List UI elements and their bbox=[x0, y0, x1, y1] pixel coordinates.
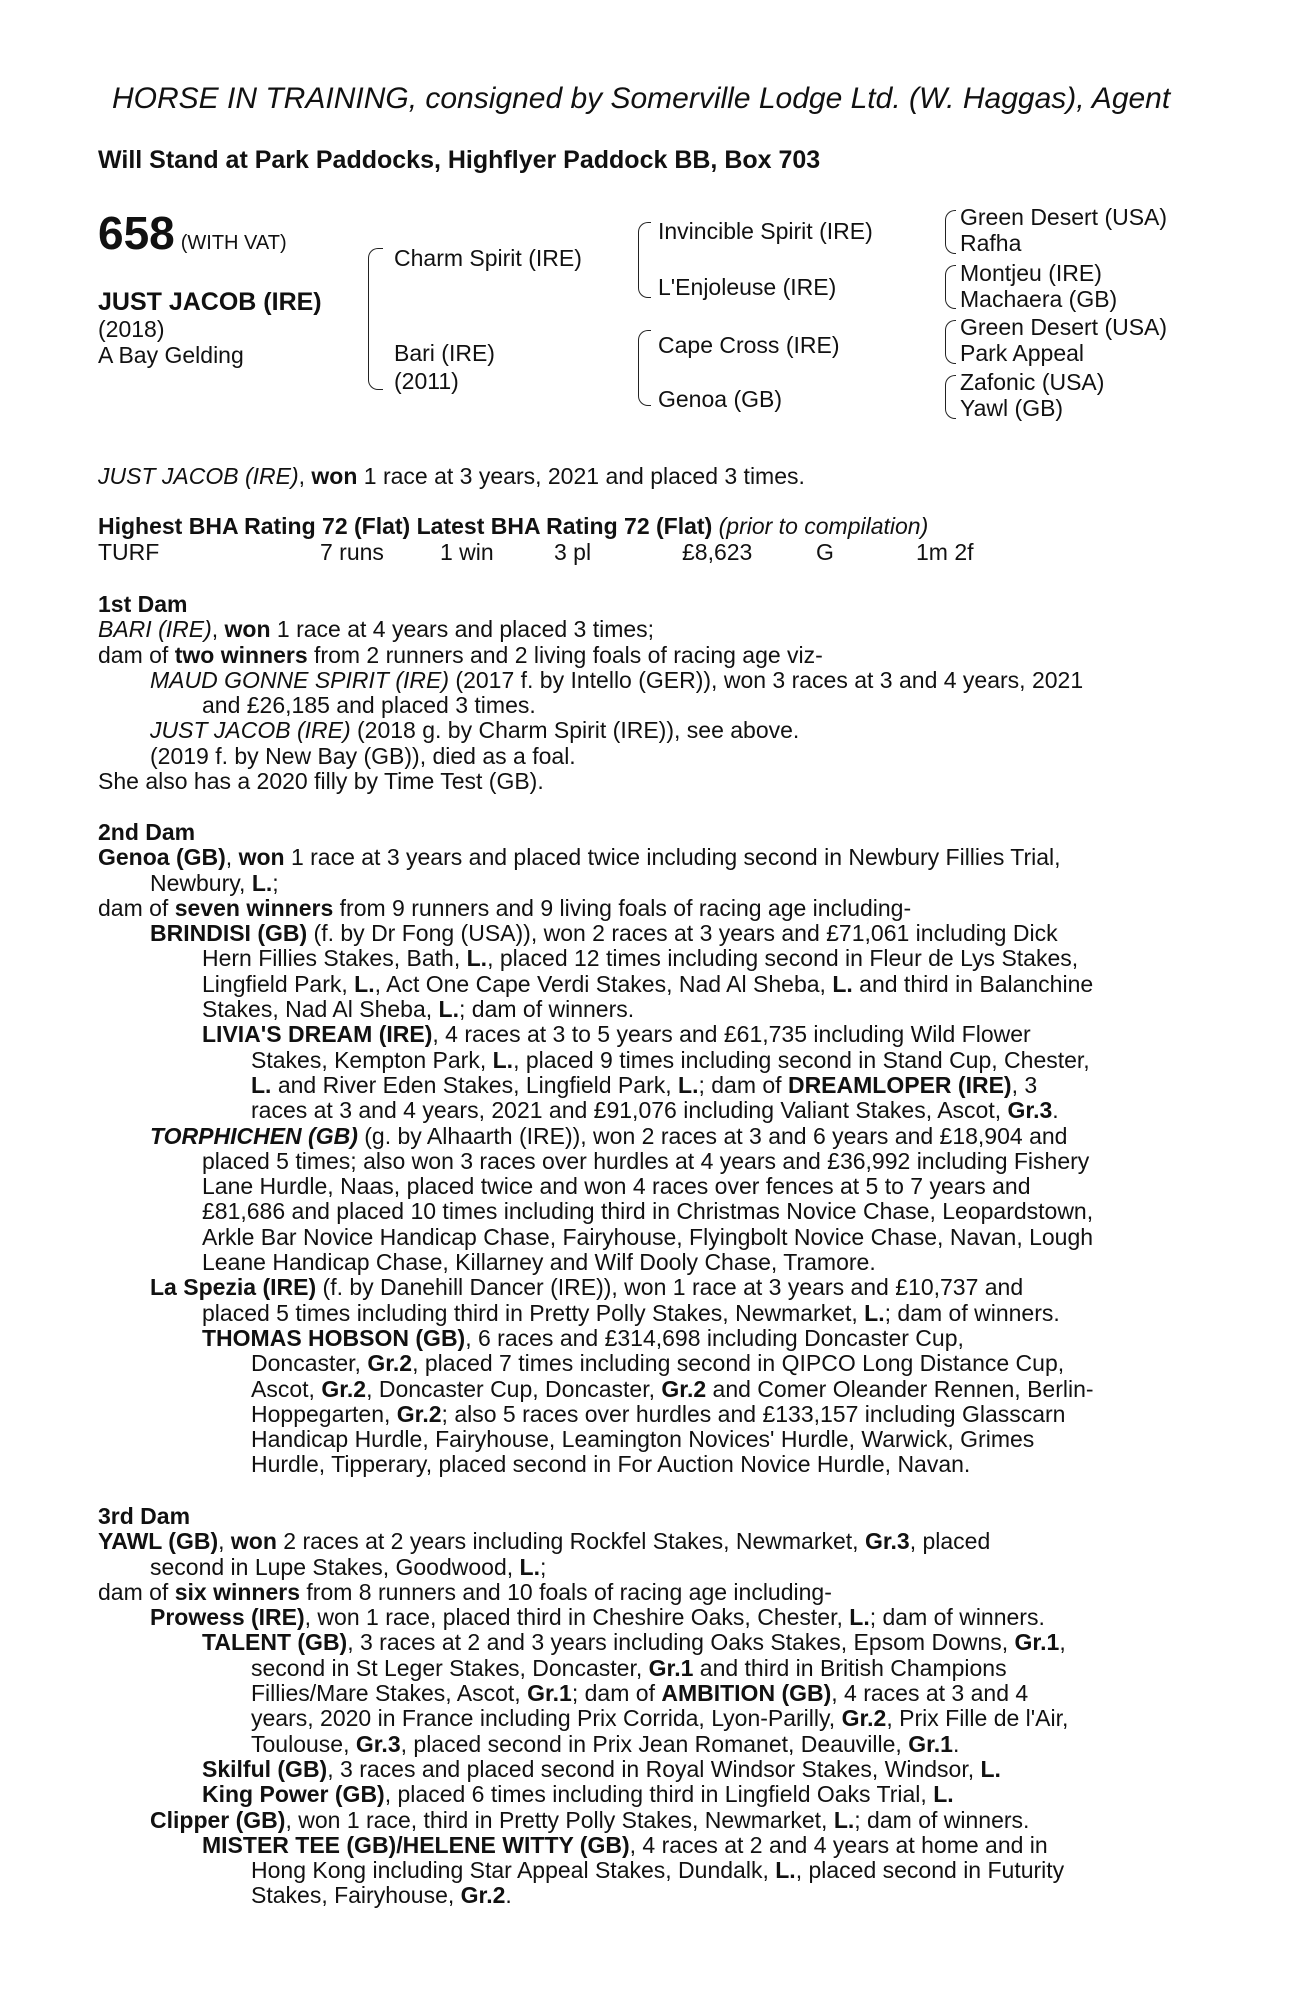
progeny-name: Clipper (GB) bbox=[150, 1806, 286, 1833]
progeny-name: Skilful (GB) bbox=[202, 1755, 328, 1782]
stand-location: Will Stand at Park Paddocks, Highflyer Paddock BB, Box 703 bbox=[98, 146, 821, 174]
text: , Doncaster Cup, Doncaster, bbox=[366, 1375, 662, 1402]
progeny-record: (f. by Dr Fong (USA)), won 2 races at 3 years and £71,061 including Dick bbox=[307, 920, 1058, 947]
turf-record bbox=[98, 540, 1208, 566]
text: , placed 9 times including second in Stand Cup, Chester, bbox=[513, 1046, 1090, 1073]
horse-year: (2018) bbox=[98, 316, 165, 342]
progeny-record: and £26,185 and placed 3 times. bbox=[202, 692, 536, 719]
text: ; dam of winners. bbox=[459, 996, 635, 1023]
text: , bbox=[1059, 1629, 1066, 1656]
grade: Gr.2 bbox=[396, 1400, 442, 1427]
text: Hern Fillies Stakes, Bath, bbox=[202, 945, 467, 972]
won-label: won bbox=[224, 616, 271, 643]
grade: L. bbox=[466, 945, 488, 972]
text: , placed bbox=[909, 1528, 991, 1555]
horse-description: A Bay Gelding bbox=[98, 342, 244, 368]
text: ; dam of bbox=[698, 1071, 788, 1098]
text: Arkle Bar Novice Handicap Chase, Fairyhouse, Flyingbolt Novice Chase, Navan, Lough bbox=[202, 1223, 1094, 1250]
text: Lane Hurdle, Naas, placed twice and won 4 races over fences at 5 to 7 years and bbox=[202, 1173, 1031, 1200]
text: . bbox=[505, 1882, 512, 1909]
grade: Gr.3 bbox=[864, 1528, 910, 1555]
turf-earnings: £8,623 bbox=[682, 539, 753, 565]
text: , placed 7 times including second in QIPCO Long Distance Cup, bbox=[412, 1350, 1065, 1377]
rating-note: (prior to compilation) bbox=[718, 513, 929, 539]
pedigree-sire-dam: L'Enjoleuse (IRE) bbox=[658, 274, 837, 300]
text: Stakes, Nad Al Sheba, bbox=[202, 996, 439, 1023]
lot-number: 658 bbox=[98, 207, 175, 259]
progeny-name: MISTER TEE (GB)/HELENE WITTY (GB) bbox=[202, 1831, 630, 1858]
text: and River Eden Stakes, Lingfield Park, bbox=[271, 1071, 679, 1098]
pedigree-dam-year: (2011) bbox=[394, 368, 459, 394]
text: Doncaster, bbox=[251, 1350, 368, 1377]
pedigree-brace bbox=[638, 330, 651, 406]
text: , won 1 race, third in Pretty Polly Stakes, Newmarket, bbox=[285, 1806, 834, 1833]
text: . bbox=[952, 1730, 960, 1757]
text: and third in British Champions bbox=[693, 1654, 1007, 1681]
grade: Gr.1 bbox=[908, 1730, 953, 1757]
turf-going: G bbox=[816, 539, 834, 565]
text: and third in Balanchine bbox=[852, 970, 1094, 997]
text: Toulouse, bbox=[251, 1730, 356, 1757]
text: ; bbox=[272, 869, 279, 896]
rating-text: Highest BHA Rating 72 (Flat) Latest BHA Rating 72 (Flat) bbox=[98, 513, 713, 539]
pedigree-sire-sire: Invincible Spirit (IRE) bbox=[658, 218, 873, 244]
text: , Prix Fille de l'Air, bbox=[886, 1705, 1069, 1732]
progeny-record: (2018 g. by Charm Spirit (IRE)), see above. bbox=[350, 717, 800, 744]
turf-runs: 7 runs bbox=[320, 539, 384, 565]
grade: L. bbox=[833, 1806, 855, 1833]
text: from 8 runners and 10 foals of racing age including- bbox=[300, 1578, 832, 1605]
pedigree-brace bbox=[945, 375, 956, 419]
race-summary: JUST JACOB (IRE), won 1 race at 3 years, 2021 and placed 3 times. bbox=[98, 463, 805, 489]
dam-record: 1 race at 4 years and placed 3 times; bbox=[270, 616, 655, 643]
text: , 6 races and £314,698 including Doncaster Cup, bbox=[465, 1324, 964, 1351]
text: , 4 races at 3 to 5 years and £61,735 including Wild Flower bbox=[432, 1021, 1031, 1048]
text: from 2 runners and 2 living foals of racing age viz- bbox=[307, 641, 823, 668]
text: £81,686 and placed 10 times including third in Christmas Novice Chase, Leopardstown, bbox=[202, 1198, 1094, 1225]
progeny-record: (2019 f. by New Bay (GB)), died as a foal. bbox=[150, 742, 576, 769]
text: , 4 races at 3 and 4 bbox=[831, 1680, 1029, 1707]
grade: L. bbox=[438, 996, 459, 1023]
text: , 3 races and placed second in Royal Windsor Stakes, Windsor, bbox=[327, 1755, 981, 1782]
also-note: She also has a 2020 filly by Time Test (GB). bbox=[98, 768, 544, 795]
text: dam of bbox=[98, 894, 175, 921]
text: dam of bbox=[98, 641, 175, 668]
progeny-name: TALENT (GB) bbox=[202, 1629, 348, 1656]
second-dam-section: 2nd Dam Genoa (GB), won 1 race at 3 years and placed twice including second in Newbury Fillies Trial, Newbury, L.; dam of seven winners from 9 runners and 9 living foals of racing age including- BRINDISI (GB) (f. by Dr Fong (USA)), won 2 races at 3 years and £71,061 including Dick Hern Fillies Stakes, Bath, L., placed 12 times including second in Fleur de Lys Stakes, Lingfield Park, L., Act One Cape Verdi Stakes, Nad Al Sheba, L. and third in Balanchine Stakes, Nad Al Sheba, L.; dam of winners. LIVIA'S DREAM (IRE), 4 races at 3 to 5 years and £61,735 including Wild Flower Stakes, Kempton Park, L., placed 9 times including second in Stand Cup, Chester, L. and River Eden Stakes, Lingfield Park, L.; dam of DREAMLOPER (IRE), 3 races at 3 and 4 years, 2021 and £91,076 including Valiant Stakes, Ascot, Gr.3. TORPHICHEN (GB) (g. by Alhaarth (IRE)), won 2 races at 3 and 6 years and £18,904 and placed 5 times; also won 3 races over hurdles at 4 years and £36,992 including Fishery Lane Hurdle, Naas, placed twice and won 4 races over fences at 5 to 7 years and £81,686 and placed 10 times including third in Christmas Novice Chase, Leopardstown, Arkle Bar Novice Handicap Chase, Fairyhouse, Flyingbolt Novice Chase, Navan, Lough Leane Handicap Chase, Killarney and Wilf Dooly Chase, Tramore. La Spezia (IRE) (f. by Danehill Dancer (IRE)), won 1 race at 3 years and £10,737 and placed 5 times including third in Pretty Polly Stakes, Newmarket, L.; dam of winners. THOMAS HOBSON (GB), 6 races and £314,698 including Doncaster Cup, Doncaster, Gr.2, placed 7 times including second in QIPCO Long Distance Cup, Ascot, Gr.2, Doncaster Cup, Doncaster, Gr.2 and Comer Oleander Rennen, Berlin- Hoppegarten, Gr.2; also 5 races over hurdles and £133,157 including Glasscarn Handicap Hurdle, Fairyhouse, Leamington Novices' Hurdle, Warwick, Grimes Hurdle, Tipperary, placed second in For Auction Novice Hurdle, Navan. bbox=[98, 820, 1208, 1478]
text: ; dam of winners. bbox=[869, 1604, 1045, 1631]
summary-horse: JUST JACOB (IRE) bbox=[98, 463, 299, 489]
pedigree-gen3: Yawl (GB) bbox=[960, 395, 1064, 421]
grade: L. bbox=[832, 970, 853, 997]
text: ; dam of winners. bbox=[884, 1299, 1060, 1326]
dam-name: YAWL (GB) bbox=[98, 1528, 219, 1555]
text: , placed 6 times including third in Lingfield Oaks Trial, bbox=[384, 1781, 934, 1808]
text: , placed second in Prix Jean Romanet, Deauville, bbox=[400, 1730, 909, 1757]
pedigree-gen3: Montjeu (IRE) bbox=[960, 260, 1102, 286]
text: ; bbox=[539, 1553, 547, 1580]
progeny-name: King Power (GB) bbox=[202, 1781, 385, 1808]
text: races at 3 and 4 years, 2021 and £91,076 including Valiant Stakes, Ascot, bbox=[251, 1097, 1008, 1124]
winners-count: two winners bbox=[174, 641, 308, 668]
won-label: won bbox=[238, 844, 285, 871]
grade: Gr.2 bbox=[841, 1705, 887, 1732]
grade: L. bbox=[849, 1604, 870, 1631]
grade: Gr.2 bbox=[321, 1375, 367, 1402]
turf-placed: 3 pl bbox=[554, 539, 592, 565]
text: placed 5 times including third in Pretty Polly Stakes, Newmarket, bbox=[202, 1299, 865, 1326]
pedigree-gen3: Green Desert (USA) bbox=[960, 204, 1168, 230]
text: , 3 bbox=[1011, 1071, 1038, 1098]
progeny-name: TORPHICHEN (GB) bbox=[150, 1122, 358, 1149]
summary-won: won bbox=[311, 463, 358, 489]
progeny-name: Prowess (IRE) bbox=[150, 1604, 305, 1631]
text: (f. by Danehill Dancer (IRE)), won 1 race at 3 years and £10,737 and bbox=[316, 1274, 1024, 1301]
text: and Comer Oleander Rennen, Berlin- bbox=[706, 1375, 1094, 1402]
dam-name: BARI (IRE) bbox=[98, 616, 212, 643]
grade: L. bbox=[775, 1857, 796, 1884]
grade: L. bbox=[251, 869, 273, 896]
grade: L. bbox=[980, 1755, 1001, 1782]
pedigree-dam-sire: Cape Cross (IRE) bbox=[658, 332, 840, 358]
pedigree-brace bbox=[945, 265, 956, 309]
text: dam of bbox=[98, 1578, 175, 1605]
progeny-name: DREAMLOPER (IRE) bbox=[787, 1071, 1012, 1098]
progeny-name: JUST JACOB (IRE) bbox=[150, 717, 351, 744]
consignor-header: HORSE IN TRAINING, consigned by Somerville Lodge Ltd. (W. Haggas), Agent bbox=[112, 82, 1171, 115]
winners-count: six winners bbox=[174, 1578, 300, 1605]
text: second in St Leger Stakes, Doncaster, bbox=[251, 1654, 649, 1681]
grade: Gr.2 bbox=[661, 1375, 707, 1402]
summary-record: 1 race at 3 years, 2021 and placed 3 times. bbox=[357, 463, 805, 489]
text: placed 5 times; also won 3 races over hurdles at 4 years and £36,992 including Fishery bbox=[202, 1147, 1090, 1174]
pedigree-dam: Bari (IRE) bbox=[394, 340, 495, 366]
pedigree-sire: Charm Spirit (IRE) bbox=[394, 245, 582, 271]
text: Leane Handicap Chase, Killarney and Wilf Dooly Chase, Tramore. bbox=[202, 1249, 876, 1276]
grade: Gr.1 bbox=[1014, 1629, 1060, 1656]
pedigree-dam-dam: Genoa (GB) bbox=[658, 386, 782, 412]
text: , 3 races at 2 and 3 years including Oaks Stakes, Epsom Downs, bbox=[347, 1629, 1015, 1656]
pedigree-brace bbox=[638, 222, 651, 298]
progeny-name: THOMAS HOBSON (GB) bbox=[202, 1324, 466, 1351]
grade: L. bbox=[492, 1046, 514, 1073]
text: Stakes, Kempton Park, bbox=[251, 1046, 493, 1073]
text: Handicap Hurdle, Fairyhouse, Leamington Novices' Hurdle, Warwick, Grimes bbox=[251, 1426, 1035, 1453]
grade: Gr.1 bbox=[527, 1680, 572, 1707]
won-label: won bbox=[230, 1528, 277, 1555]
winners-count: seven winners bbox=[174, 894, 334, 921]
text: from 9 runners and 9 living foals of racing age including- bbox=[333, 894, 912, 921]
progeny-name: MAUD GONNE SPIRIT (IRE) bbox=[150, 666, 450, 693]
grade: Gr.3 bbox=[1007, 1097, 1053, 1124]
pedigree-gen3: Green Desert (USA) bbox=[960, 314, 1168, 340]
text: , Act One Cape Verdi Stakes, Nad Al Sheba, bbox=[374, 970, 833, 997]
text: Ascot, bbox=[251, 1375, 322, 1402]
turf-label: TURF bbox=[98, 539, 160, 565]
text: Fillies/Mare Stakes, Ascot, bbox=[251, 1680, 528, 1707]
pedigree-gen3: Zafonic (USA) bbox=[960, 369, 1105, 395]
pedigree-brace bbox=[945, 210, 956, 254]
text: Stakes, Fairyhouse, bbox=[251, 1882, 461, 1909]
horse-name: JUST JACOB (IRE) bbox=[98, 288, 322, 316]
text: ; also 5 races over hurdles and £133,157 including Glasscarn bbox=[441, 1400, 1066, 1427]
grade: L. bbox=[864, 1299, 885, 1326]
section-heading: 3rd Dam bbox=[98, 1503, 191, 1529]
text: Hoppegarten, bbox=[251, 1400, 397, 1427]
text: , 4 races at 2 and 4 years at home and in bbox=[629, 1831, 1048, 1858]
grade: L. bbox=[933, 1781, 954, 1808]
text: 2 races at 2 years including Rockfel Stakes, Newmarket, bbox=[276, 1528, 865, 1555]
progeny-name: AMBITION (GB) bbox=[661, 1680, 832, 1707]
grade: Gr.1 bbox=[648, 1654, 694, 1681]
text: ; dam of bbox=[571, 1680, 662, 1707]
dam-record: 1 race at 3 years and placed twice including second in Newbury Fillies Trial, bbox=[284, 844, 1061, 871]
text: , won 1 race, placed third in Cheshire Oaks, Chester, bbox=[304, 1604, 850, 1631]
text: years, 2020 in France including Prix Corrida, Lyon-Parilly, bbox=[251, 1705, 842, 1732]
turf-wins: 1 win bbox=[440, 539, 494, 565]
text: , placed second in Futurity bbox=[795, 1857, 1065, 1884]
third-dam-section: 3rd Dam YAWL (GB), won 2 races at 2 years including Rockfel Stakes, Newmarket, Gr.3, placed second in Lupe Stakes, Goodwood, L.; dam of six winners from 8 runners and 10 foals of racing age including- Prowess (IRE), won 1 race, placed third in Cheshire Oaks, Chester, L.; dam of winners. TALENT (GB), 3 races at 2 and 3 years including Oaks Stakes, Epsom Downs, Gr.1, second in St Leger Stakes, Doncaster, Gr.1 and third in British Champions Fillies/Mare Stakes, Ascot, Gr.1; dam of AMBITION (GB), 4 races at 3 and 4 years, 2020 in France including Prix Corrida, Lyon-Parilly, Gr.2, Prix Fille de l'Air, Toulouse, Gr.3, placed second in Prix Jean Romanet, Deauville, Gr.1. Skilful (GB), 3 races and placed second in Royal Windsor Stakes, Windsor, L. King Power (GB), placed 6 times including third in Lingfield Oaks Trial, L. Clipper (GB), won 1 race, third in Pretty Polly Stakes, Newmarket, L.; dam of winners. MISTER TEE (GB)/HELENE WITTY (GB), 4 races at 2 and 4 years at home and in Hong Kong including Star Appeal Stakes, Dundalk, L., placed second in Futurity Stakes, Fairyhouse, Gr.2. bbox=[98, 1504, 1208, 1909]
turf-distance: 1m 2f bbox=[916, 539, 974, 565]
text: ; dam of winners. bbox=[854, 1806, 1030, 1833]
text: , placed 12 times including second in Fleur de Lys Stakes, bbox=[487, 945, 1079, 972]
text: Newbury, bbox=[150, 869, 252, 896]
grade: Gr.2 bbox=[460, 1882, 506, 1909]
bha-rating bbox=[98, 514, 1208, 539]
pedigree-brace bbox=[945, 320, 956, 364]
vat-note: (WITH VAT) bbox=[180, 232, 287, 254]
grade: L. bbox=[519, 1553, 540, 1580]
grade: L. bbox=[678, 1071, 699, 1098]
pedigree-gen3: Rafha bbox=[960, 230, 1022, 256]
text: Hurdle, Tipperary, placed second in For Auction Novice Hurdle, Navan. bbox=[251, 1451, 971, 1478]
dam-name: Genoa (GB) bbox=[98, 844, 226, 871]
progeny-record: (2017 f. by Intello (GER)), won 3 races at 3 and 4 years, 2021 bbox=[449, 666, 1084, 693]
grade: L. bbox=[251, 1071, 272, 1098]
progeny-name: LIVIA'S DREAM (IRE) bbox=[202, 1021, 433, 1048]
first-dam-section: 1st Dam BARI (IRE), won 1 race at 4 years and placed 3 times; dam of two winners from 2 runners and 2 living foals of racing age viz- MAUD GONNE SPIRIT (IRE) (2017 f. by Intello (GER)), won 3 races at 3 and 4 years, 2021 and £26,185 and placed 3 times. JUST JACOB (IRE) (2018 g. by Charm Spirit (IRE)), see above. (2019 f. by New Bay (GB)), died as a foal. She also has a 2020 filly by Time Test (GB). bbox=[98, 592, 1208, 794]
lot-number-block bbox=[98, 206, 287, 260]
text: second in Lupe Stakes, Goodwood, bbox=[150, 1553, 520, 1580]
grade: Gr.3 bbox=[355, 1730, 401, 1757]
text: . bbox=[1052, 1097, 1059, 1124]
progeny-name: BRINDISI (GB) bbox=[150, 920, 308, 947]
pedigree-gen3: Park Appeal bbox=[960, 340, 1085, 366]
grade: L. bbox=[354, 970, 375, 997]
pedigree-gen3: Machaera (GB) bbox=[960, 286, 1118, 312]
grade: Gr.2 bbox=[367, 1350, 413, 1377]
text: (g. by Alhaarth (IRE)), won 2 races at 3 and 6 years and £18,904 and bbox=[357, 1122, 1068, 1149]
section-heading: 2nd Dam bbox=[98, 819, 196, 845]
section-heading: 1st Dam bbox=[98, 591, 188, 617]
progeny-name: La Spezia (IRE) bbox=[150, 1274, 317, 1301]
text: Lingfield Park, bbox=[202, 970, 355, 997]
pedigree-brace bbox=[368, 248, 383, 390]
text: Hong Kong including Star Appeal Stakes, Dundalk, bbox=[251, 1857, 776, 1884]
